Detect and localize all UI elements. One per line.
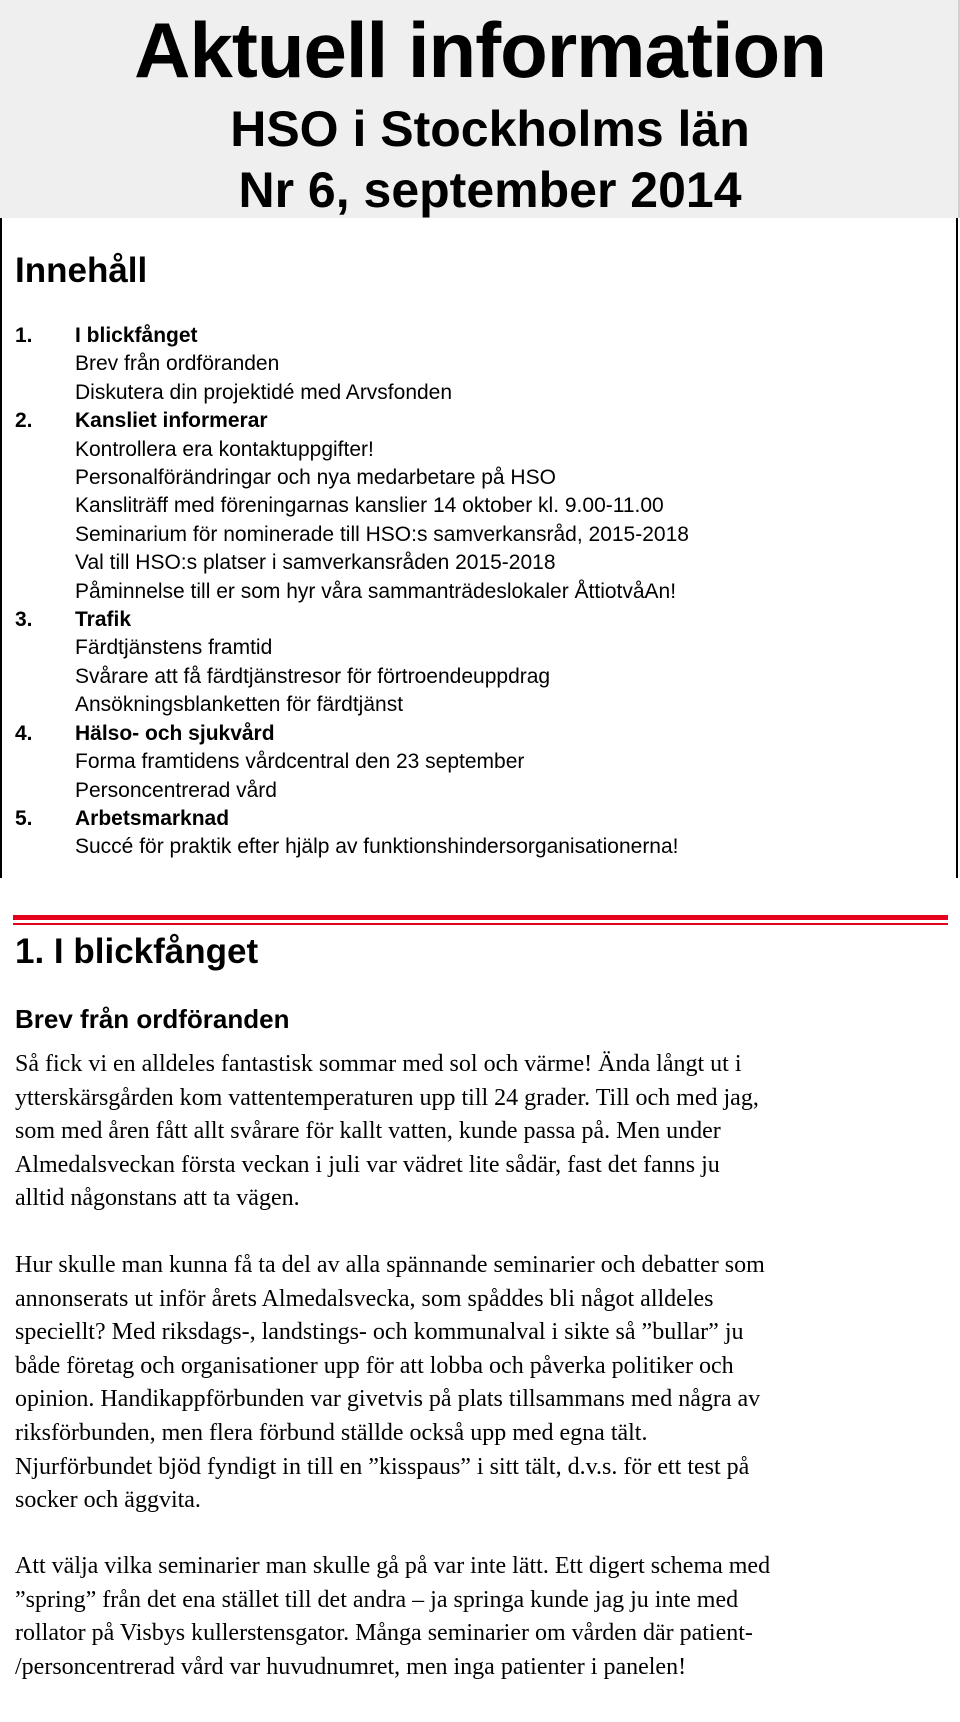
toc-item[interactable]: Succé för praktik efter hjälp av funktionshindersorganisationerna! <box>75 835 679 859</box>
toc-section-title[interactable]: Trafik <box>75 608 132 632</box>
section-heading: 1. I blickfånget <box>15 932 259 971</box>
text-line: ytterskärsgården kom vattentemperaturen upp till 24 grader. Till och med jag, <box>15 1084 759 1111</box>
toc-section-number: 4. <box>15 721 33 745</box>
toc-item[interactable]: Seminarium för nominerade till HSO:s samverkansråd, 2015-2018 <box>75 522 689 546</box>
newsletter-organization: HSO i Stockholms län <box>230 101 750 157</box>
toc-item[interactable]: Påminnelse till er som hyr våra sammanträdeslokaler ÅttiotvåAn! <box>75 579 677 603</box>
toc-heading: Innehåll <box>15 251 148 290</box>
toc-item[interactable]: Brev från ordföranden <box>75 352 280 376</box>
toc-section-number: 1. <box>15 324 33 347</box>
text-line: alltid någonstans att ta vägen. <box>15 1185 300 1212</box>
text-line: socker och äggvita. <box>15 1487 201 1514</box>
text-line: Så fick vi en alldeles fantastisk sommar med sol och värme! Ända långt ut i <box>15 1051 742 1077</box>
toc-section[interactable] <box>15 805 935 862</box>
text-line: annonserats ut inför årets Almedalsvecka, som spåddes bli något alldeles <box>15 1285 714 1312</box>
toc-list <box>15 322 935 862</box>
masthead <box>0 0 960 218</box>
text-line: både företag och organisationer upp för att lobba och påverka politiker och <box>15 1352 734 1379</box>
article-paragraph <box>15 1048 950 1216</box>
toc-section-title[interactable]: Arbetsmarknad <box>75 806 230 830</box>
text-line: Hur skulle man kunna få ta del av alla spännande seminarier och debatter som <box>15 1252 765 1278</box>
toc-section-title[interactable]: Hälso- och sjukvård <box>75 721 275 745</box>
text-line: rollator på Visbys kullerstensgator. Många seminarier om vården där patient- <box>15 1620 753 1647</box>
section-divider <box>13 915 948 920</box>
toc-item[interactable]: Personalförändringar och nya medarbetare på HSO <box>75 466 556 490</box>
toc-item[interactable]: Svårare att få färdtjänstresor för förtroendeuppdrag <box>75 664 551 688</box>
toc-item[interactable]: Kontrollera era kontaktuppgifter! <box>75 437 374 461</box>
section-divider-thin <box>13 923 948 925</box>
text-line: riksförbunden, men flera förbund ställde också upp med egna tält. <box>15 1419 648 1446</box>
toc-item[interactable]: Kansliträff med föreningarnas kanslier 14 oktober kl. 9.00-11.00 <box>75 494 664 518</box>
toc-section[interactable] <box>15 322 935 407</box>
text-line: Njurförbundet bjöd fyndigt in till en ”kisspaus” i sitt tält, d.v.s. för ett test på <box>15 1453 750 1480</box>
text-line: speciellt? Med riksdags-, landstings- och kommunalval i sikte så ”bullar” ju <box>15 1319 744 1346</box>
article-paragraph <box>15 1550 950 1684</box>
toc-item[interactable]: Personcentrerad vård <box>75 778 277 802</box>
toc-section-number: 2. <box>15 409 33 433</box>
text-line: /personcentrerad vård var huvudnumret, men inga patienter i panelen! <box>15 1653 687 1680</box>
text-line: Almedalsveckan första veckan i juli var vädret lite sådär, fast det fanns ju <box>15 1151 720 1178</box>
article-paragraph <box>15 1249 950 1518</box>
toc-item[interactable]: Diskutera din projektidé med Arvsfonden <box>75 380 453 404</box>
toc-section[interactable] <box>15 407 935 606</box>
text-line: Att välja vilka seminarier man skulle gå på var inte lätt. Ett digert schema med <box>15 1553 771 1579</box>
toc-section[interactable] <box>15 720 935 805</box>
toc-item[interactable]: Val till HSO:s platser i samverkansråden 2015-2018 <box>75 551 556 575</box>
newsletter-title: Aktuell information <box>134 6 826 94</box>
toc-item[interactable]: Ansökningsblanketten för färdtjänst <box>75 693 404 717</box>
text-line: som med åren fått allt svårare för kallt vatten, kunde passa på. Men under <box>15 1118 721 1145</box>
toc-section-number: 5. <box>15 806 33 830</box>
toc-item[interactable]: Färdtjänstens framtid <box>75 636 273 660</box>
toc-section-title[interactable]: Kansliet informerar <box>75 409 268 433</box>
text-line: ”spring” från det ena stället till det andra – ja springa kunde jag ju inte med <box>15 1586 739 1613</box>
text-line: opinion. Handikappförbunden var givetvis på plats tillsammans med några av <box>15 1386 761 1413</box>
toc-section[interactable] <box>15 606 935 720</box>
article-title: Brev från ordföranden <box>15 1004 290 1034</box>
toc-item[interactable]: Forma framtidens vårdcentral den 23 september <box>75 750 525 774</box>
newsletter-issue: Nr 6, september 2014 <box>238 162 742 218</box>
toc-section-title[interactable]: I blickfånget <box>75 324 198 347</box>
toc-section-number: 3. <box>15 608 33 632</box>
